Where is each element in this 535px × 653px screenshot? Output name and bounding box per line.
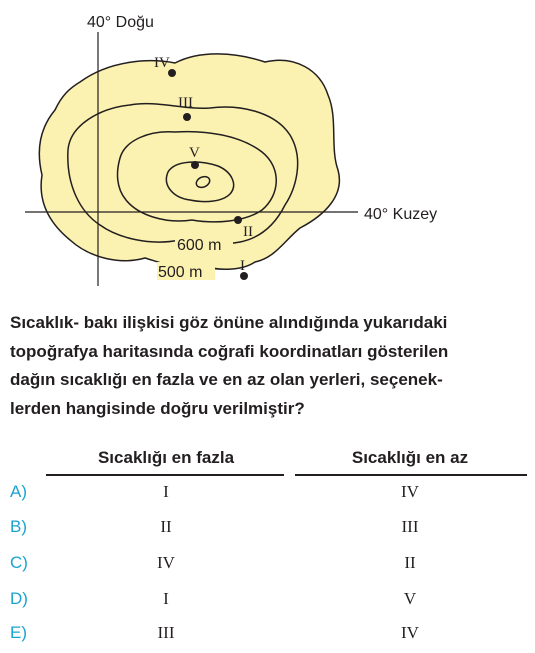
svg-text:II: II	[243, 224, 253, 240]
option-min-value: IV	[401, 623, 419, 642]
option-letter: D)	[10, 589, 28, 608]
option-max-value: I	[163, 482, 169, 501]
option-a[interactable]	[0, 482, 535, 512]
option-min-value: IV	[401, 482, 419, 501]
option-min-value: V	[403, 589, 417, 608]
svg-text:V: V	[189, 145, 200, 161]
question-line-1: Sıcaklık- bakı ilişkisi göz önüne alındığında yukarıdaki	[10, 313, 448, 332]
option-max-value: II	[160, 517, 172, 536]
header-rule-right	[295, 474, 527, 476]
header-rule-left	[46, 474, 284, 476]
option-max-value: I	[163, 589, 169, 608]
option-max-value: IV	[157, 553, 175, 572]
option-letter: E)	[10, 623, 27, 642]
option-c[interactable]	[0, 553, 535, 583]
question-line-3: dağın sıcaklığı en fazla ve en az olan yerleri, seçenek-	[10, 370, 443, 389]
question-line-2: topoğrafya haritasında coğrafi koordinatları gösterilen	[10, 341, 449, 361]
option-letter: B)	[10, 517, 27, 536]
answer-table	[0, 448, 535, 648]
option-e[interactable]	[0, 623, 535, 653]
option-min-value: II	[404, 553, 416, 572]
svg-text:I: I	[240, 258, 245, 274]
option-letter: A)	[10, 482, 27, 501]
contour-label-500: 500 m	[158, 264, 203, 281]
contour-label-600: 600 m	[177, 237, 222, 254]
option-b[interactable]	[0, 517, 535, 547]
header-min-temp: Sıcaklığı en az	[351, 448, 469, 467]
option-letter: C)	[10, 553, 28, 572]
svg-text:III: III	[178, 95, 193, 111]
parallel-label: 40° Kuzey	[364, 206, 438, 223]
meridian-label: 40° Doğu	[87, 14, 154, 31]
option-max-value: III	[157, 623, 175, 642]
header-max-temp: Sıcaklığı en fazla	[97, 448, 235, 467]
question-text	[10, 309, 530, 423]
option-min-value: III	[401, 517, 419, 536]
svg-text:IV: IV	[154, 55, 170, 71]
question-line-4: lerden hangisinde doğru verilmiştir?	[10, 398, 305, 418]
option-d[interactable]	[0, 589, 535, 619]
topographic-map	[0, 0, 535, 300]
